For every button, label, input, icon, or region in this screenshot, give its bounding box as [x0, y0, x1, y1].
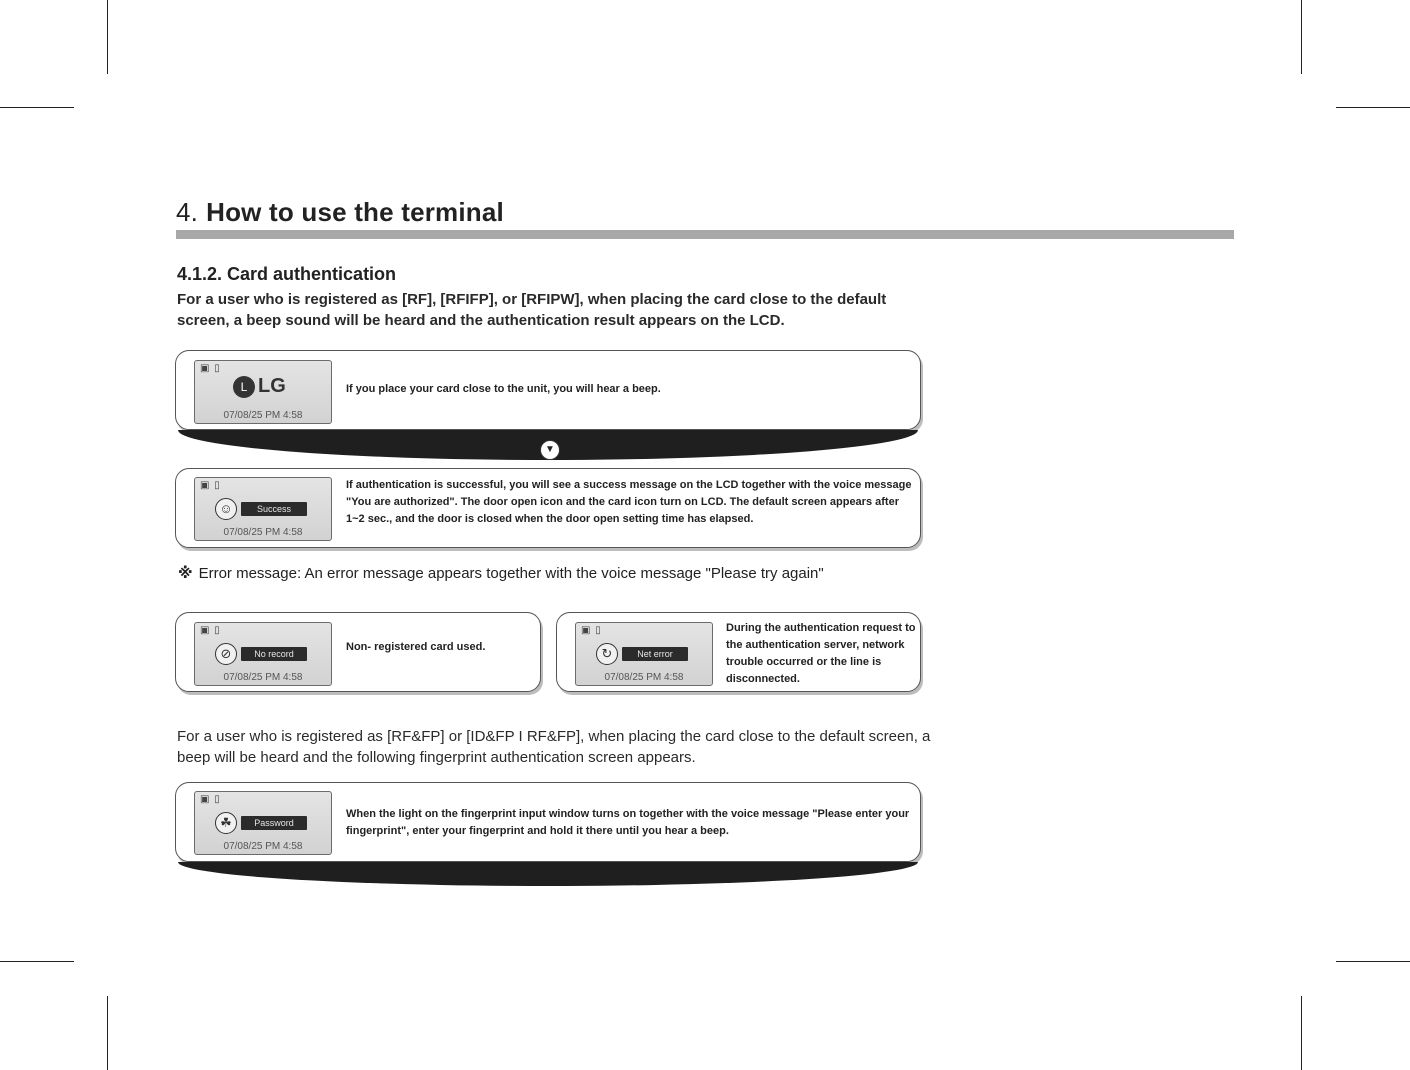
lcd-datetime: 07/08/25 PM 4:58 [223, 672, 303, 683]
crop-mark [1336, 107, 1410, 108]
lg-logo-text: LG [258, 375, 286, 397]
lcd-datetime: 07/08/25 PM 4:58 [223, 841, 303, 852]
chapter-title: How to use the terminal [206, 197, 504, 227]
lcd-datetime: 07/08/25 PM 4:58 [604, 672, 684, 683]
crop-mark [0, 961, 74, 962]
down-arrow-icon: ▼ [540, 440, 560, 460]
success-note: If authentication is successful, you will see a success message on the LCD together with the voice message "You are authorized". The door open icon and the card icon turn on LCD. The default screen appears after 1~2 sec., and the door is closed when the door open setting time has elapsed. [346, 479, 912, 525]
error-message-line [178, 564, 824, 582]
panel-net-error [556, 612, 921, 692]
no-record-note: Non- registered card used. [346, 641, 486, 653]
lg-logo-icon: L [233, 376, 255, 398]
intro-paragraph: For a user who is registered as [RF], [RFIFP], or [RFIPW], when placing the card close to the default screen, a beep sound will be heard and the authentication result appears on the LCD. [177, 291, 887, 329]
lcd-default-screen [194, 360, 332, 424]
panel-password [175, 782, 921, 862]
page-title [176, 197, 504, 228]
lcd-no-record-screen [194, 622, 332, 686]
panel-no-record [175, 612, 541, 692]
crop-mark [107, 996, 108, 1070]
bottom-swoosh-band [178, 862, 918, 886]
lcd-status-no-record: No record [241, 647, 307, 661]
crop-mark [1301, 996, 1302, 1070]
lcd-password-screen [194, 791, 332, 855]
lcd-net-error-screen [575, 622, 713, 686]
lcd-status-net-error: Net error [622, 647, 688, 661]
note-mark-icon: ※ [178, 565, 193, 582]
lcd-indicator-icons: ▣ ▯ [200, 794, 221, 805]
error-message-text: Error message: An error message appears together with the voice message "Please try again" [198, 565, 824, 582]
lcd-indicator-icons: ▣ ▯ [200, 480, 221, 491]
net-error-note: During the authentication request to the authentication server, network trouble occurred or the line is disconnected. [726, 622, 916, 685]
panel-success [175, 468, 921, 548]
lcd-status-success: Success [241, 502, 307, 516]
password-note: When the light on the fingerprint input window turns on together with the voice message "Please enter your fingerprint", enter your fingerprint and hold it there until you hear a beep. [346, 808, 910, 837]
crop-mark [1301, 0, 1302, 74]
place-card-note: If you place your card close to the unit, you will hear a beep. [346, 383, 661, 395]
chapter-number: 4. [176, 197, 199, 227]
lcd-success-screen [194, 477, 332, 541]
no-record-icon: ⊘ [215, 643, 237, 665]
lcd-status-password: Password [241, 816, 307, 830]
fingerprint-plant-icon: ☘ [215, 812, 237, 834]
second-intro-paragraph: For a user who is registered as [RF&FP] or [ID&FP I RF&FP], when placing the card close to the default screen, a beep will be heard and the following fingerprint authentication screen appears. [177, 728, 931, 766]
smiley-icon: ☺ [215, 498, 237, 520]
crop-mark [0, 107, 74, 108]
lcd-indicator-icons: ▣ ▯ [200, 625, 221, 636]
crop-mark [1336, 961, 1410, 962]
title-rule [176, 230, 1234, 239]
panel-place-card [175, 350, 921, 430]
lcd-indicator-icons: ▣ ▯ [200, 363, 221, 374]
lcd-datetime: 07/08/25 PM 4:58 [223, 527, 303, 538]
lcd-indicator-icons: ▣ ▯ [581, 625, 602, 636]
network-refresh-icon: ↻ [596, 643, 618, 665]
section-heading: 4.1.2. Card authentication [177, 264, 397, 284]
crop-mark [107, 0, 108, 74]
lcd-datetime: 07/08/25 PM 4:58 [223, 410, 303, 421]
lg-logo [233, 375, 286, 398]
